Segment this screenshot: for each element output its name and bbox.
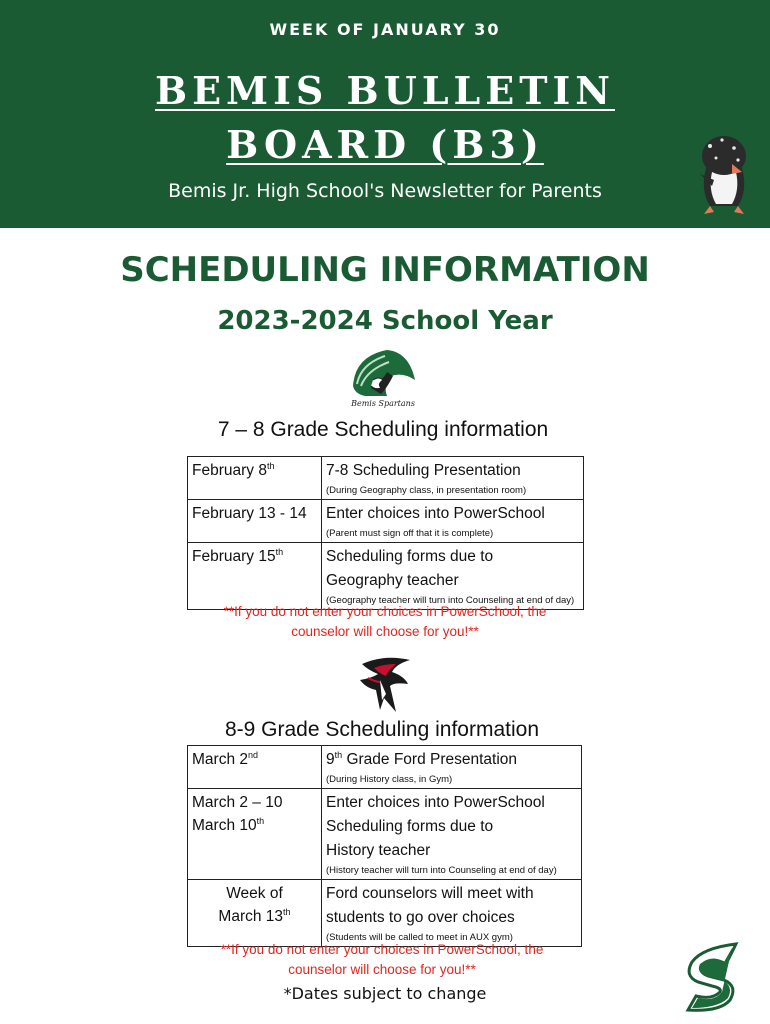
warning-line: **If you do not enter your choices in PowerSchool, the — [223, 604, 547, 619]
spartans-s-logo-icon — [682, 942, 742, 1012]
table-row — [188, 457, 584, 500]
school-year-subheading: 2023-2024 School Year — [217, 306, 553, 336]
activity-text: Scheduling forms due to — [326, 818, 494, 835]
activity-text: students to go over choices — [326, 909, 515, 926]
date-suffix: th — [283, 907, 291, 917]
date-cell — [188, 789, 322, 880]
activity-cell — [322, 880, 582, 947]
warning-line: counselor will choose for you!** — [288, 962, 476, 977]
activity-note: (Students will be called to meet in AUX gym) — [326, 932, 513, 943]
title-line-2: BOARD (B3) — [226, 122, 544, 167]
activity-cell — [322, 500, 584, 543]
table-row — [188, 789, 582, 880]
activity-cell — [322, 789, 582, 880]
table-row — [188, 880, 582, 947]
spartan-helmet-icon — [343, 346, 423, 410]
dates-disclaimer: *Dates subject to change — [283, 984, 487, 1003]
date-suffix: nd — [248, 750, 259, 760]
date-cell — [188, 457, 322, 500]
activity-cell — [322, 543, 584, 610]
date-cell — [188, 880, 322, 947]
activity-text: History teacher — [326, 842, 431, 859]
date-cell — [188, 746, 322, 789]
activity-note: (History teacher will turn into Counseling at end of day) — [326, 865, 557, 876]
newsletter-title — [0, 64, 770, 172]
date-text-2 — [192, 905, 317, 928]
date-cell — [188, 543, 322, 610]
date-text: February 8 — [192, 462, 267, 479]
week-label: WEEK OF JANUARY 30 — [269, 20, 501, 39]
activity-text: Geography teacher — [326, 572, 459, 589]
grade-8-9-schedule-table — [187, 745, 582, 947]
date-text-2 — [192, 814, 317, 837]
table-row — [188, 500, 584, 543]
date-text: March 2 – 10 — [192, 794, 283, 811]
activity-prefix: 9 — [326, 751, 335, 768]
grade-8-9-title: 8-9 Grade Scheduling information — [224, 718, 539, 741]
date-text: February 15 — [192, 548, 276, 565]
date-text: February 13 - 14 — [192, 505, 307, 522]
grade-7-8-schedule-table — [187, 456, 584, 610]
table-row — [188, 746, 582, 789]
falcon-icon — [356, 654, 414, 714]
date-text: March 13 — [218, 908, 284, 925]
activity-note: (Parent must sign off that it is complete) — [326, 528, 494, 539]
activity-note: (Geography teacher will turn into Counseling at end of day) — [326, 595, 575, 606]
page-heading: SCHEDULING INFORMATION — [120, 250, 650, 290]
activity-text: Enter choices into PowerSchool — [326, 794, 545, 811]
powerschool-warning — [0, 602, 770, 642]
activity-note: (During History class, in Gym) — [326, 774, 453, 785]
penguin-icon — [692, 134, 756, 218]
title-line-1: BEMIS BULLETIN — [154, 68, 616, 113]
activity-note: (During Geography class, in presentation room) — [326, 485, 527, 496]
activity-main: Grade Ford Presentation — [342, 751, 518, 768]
activity-text: Ford counselors will meet with — [326, 885, 534, 902]
warning-line: counselor will choose for you!** — [291, 624, 479, 639]
activity-text: Enter choices into PowerSchool — [326, 505, 545, 522]
activity-text: 7-8 Scheduling Presentation — [326, 462, 521, 479]
newsletter-tagline: Bemis Jr. High School's Newsletter for Parents — [168, 180, 602, 202]
activity-text: Scheduling forms due to — [326, 548, 494, 565]
date-suffix: th — [256, 816, 265, 826]
grade-7-8-title: 7 – 8 Grade Scheduling information — [217, 418, 549, 441]
table-row — [188, 543, 584, 610]
header-banner — [0, 0, 770, 228]
date-text: March 2 — [192, 751, 248, 768]
activity-suffix: th — [334, 750, 343, 760]
date-cell — [188, 500, 322, 543]
activity-text — [326, 748, 577, 772]
activity-cell — [322, 457, 584, 500]
warning-line: **If you do not enter your choices in PowerSchool, the — [220, 942, 544, 957]
date-text: March 10 — [192, 817, 257, 834]
activity-cell — [322, 746, 582, 789]
date-suffix: th — [275, 547, 284, 557]
date-text: Week of — [226, 885, 283, 902]
spartan-logo-caption: Bemis Spartans — [351, 399, 415, 408]
date-suffix: th — [266, 461, 275, 471]
powerschool-warning — [0, 940, 767, 980]
